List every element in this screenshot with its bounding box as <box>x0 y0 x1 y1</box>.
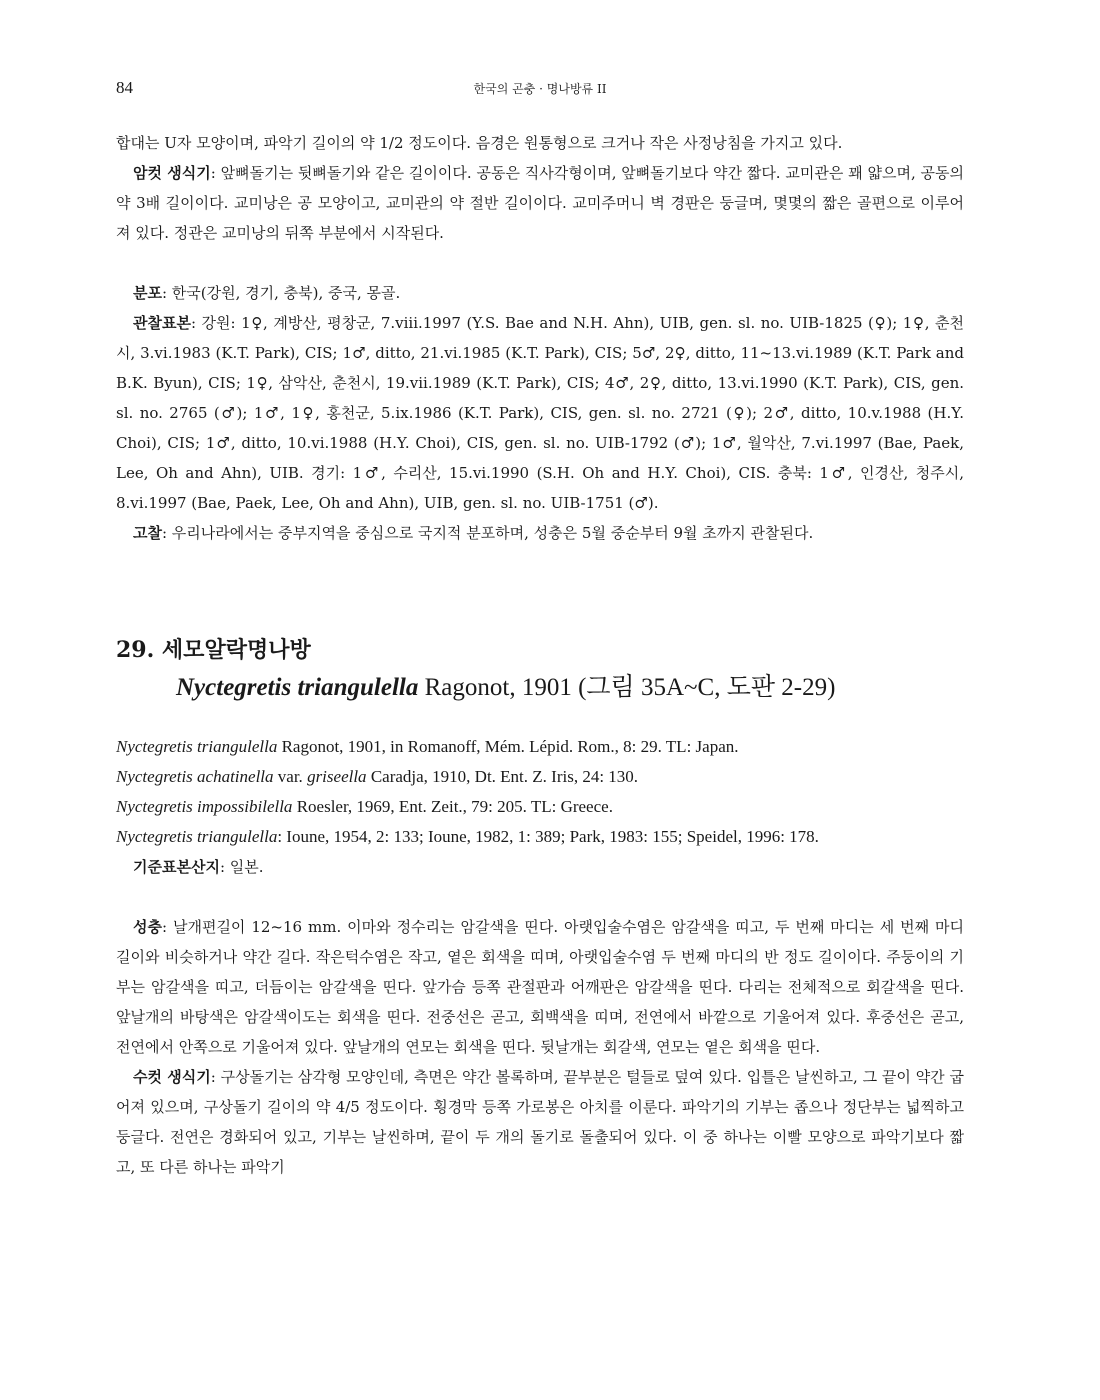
synonym-item <box>116 822 964 852</box>
male-genitalia-paragraph <box>116 1062 964 1182</box>
female-genitalia-paragraph <box>116 158 964 248</box>
adult-paragraph <box>116 912 964 1062</box>
page-number: 84 <box>116 78 133 97</box>
synonym-rank: var. <box>273 767 308 786</box>
synonym-infraspecific-name: griseella <box>307 767 367 786</box>
remarks-text: : 우리나라에서는 중부지역을 중심으로 국지적 분포하며, 성충은 5월 중순부터 9월 초까지 관찰된다. <box>161 524 814 542</box>
running-title: 한국의 곤충 · 명나방류 II <box>473 82 607 96</box>
distribution-label: 분포 <box>133 284 162 302</box>
synonym-citation: : Ioune, 1954, 2: 133; Ioune, 1982, 1: 389; Park, 1983: 155; Speidel, 1996: 178. <box>277 827 819 846</box>
female-genitalia-text: : 앞뼈돌기는 뒷뼈돌기와 같은 길이이다. 공동은 직사각형이며, 앞뼈돌기보다 약간 짧다. 교미관은 꽤 얇으며, 공동의 약 3배 길이이다. 교미낭은 공 모양이고, 교미관의 약 절반 길이이다. 교미주머니 벽 경판은 둥글며, 몇몇의 짧은 골편으로 이루어져 있다. 정관은 교미낭의 뒤쪽 부분에서 시작된다. <box>116 164 964 242</box>
page-header <box>116 78 964 102</box>
species-binomial: Nyctegretis triangulella <box>176 674 419 701</box>
adult-text: : 날개편길이 12~16 mm. 이마와 정수리는 암갈색을 띤다. 아랫입술수염은 암갈색을 띠고, 두 번째 마디는 세 번째 마디 길이와 비슷하거나 약간 길다. 작은턱수염은 작고, 옅은 회색을 띠며, 아랫입술수염 두 번째 마디의 반 정도 길이이다. 주둥이의 기부는 암갈색을 띠고, 더듬이는 암갈색을 띤다. 앞가슴 등쪽 관절판과 어깨판은 암갈색을 띤다. 다리는 전체적으로 회갈색을 띤다. 앞날개의 바탕색은 암갈색이도는 회색을 띤다. 전중선은 곧고, 회백색을 띠며, 전연에서 바깥으로 기울어져 있다. 후중선은 곧고, 전연에서 안쪽으로 기울어져 있다. 앞날개의 연모는 회색을 띤다. 뒷날개는 회갈색, 연모는 옅은 회색을 띤다. <box>116 918 964 1056</box>
synonym-citation: Caradja, 1910, Dt. Ent. Z. Iris, 24: 130. <box>366 767 639 786</box>
synonym-list <box>116 732 964 852</box>
species-number-korean-name: 29. 세모알락명나방 <box>116 637 311 663</box>
paragraph-continued: 합대는 U자 모양이며, 파악기 길이의 약 1/2 정도이다. 음경은 원통형으로 크거나 작은 사정낭침을 가지고 있다. <box>116 134 843 152</box>
synonym-name: Nyctegretis triangulella <box>116 737 278 756</box>
synonym-name: Nyctegretis impossibilella <box>116 797 293 816</box>
species-heading <box>116 632 964 708</box>
synonym-name: Nyctegretis achatinella <box>116 767 274 786</box>
remarks-label: 고찰 <box>133 524 162 542</box>
specimens-paragraph <box>116 308 964 518</box>
synonym-item <box>116 792 964 822</box>
type-locality-paragraph <box>116 852 964 882</box>
male-genitalia-text: : 구상돌기는 삼각형 모양인데, 측면은 약간 볼록하며, 끝부분은 털들로 덮여 있다. 입틀은 날씬하고, 그 끝이 약간 굽어져 있으며, 구상돌기 길이의 약 4/5 정도이다. 횡경막 등쪽 가로봉은 아치를 이룬다. 파악기의 기부는 좁으나 정단부는 넓찍하고 둥글다. 전연은 경화되어 있고, 기부는 날씬하며, 끝이 두 개의 돌기로 돌출되어 있다. 이 중 하나는 이빨 모양으로 파악기보다 짧고, 또 다른 하나는 파악기 <box>116 1068 964 1176</box>
body-text <box>116 128 964 1182</box>
female-genitalia-label: 암컷 생식기 <box>133 164 211 182</box>
synonym-citation: Ragonot, 1901, in Romanoff, Mém. Lépid. Rom., 8: 29. TL: Japan. <box>277 737 739 756</box>
synonym-name: Nyctegretis triangulella <box>116 827 278 846</box>
type-locality-label: 기준표본산지 <box>133 858 220 876</box>
type-locality-text: : 일본. <box>219 858 264 876</box>
species-author-figure: Ragonot, 1901 (그림 35A~C, 도판 2-29) <box>418 674 836 701</box>
specimens-text: : 강원: 1♀, 계방산, 평창군, 7.viii.1997 (Y.S. Bae and N.H. Ahn), UIB, gen. sl. no. UIB-1825 (♀); 1♀, 춘천시, 3.vi.1983 (K.T. Park), CIS; 1♂, ditto, 21.vi.1985 (K.T. Park), CIS; 5♂, 2♀, ditto, 11~13.vi.1989 (K.T. Park and B.K. Byun), CIS; 1♀, 삼악산, 춘천시, 19.vii.1989 (K.T. Park), CIS; 4♂, 2♀, ditto, 13.vi.1990 (K.T. Park), CIS, gen. sl. no. 2765 (♂); 1♂, 1♀, 홍천군, 5.ix.1986 (K.T. Park), CIS, gen. sl. no. 2721 (♀); 2♂, ditto, 10.v.1988 (H.Y. Choi), CIS; 1♂, ditto, 10.vi.1988 (H.Y. Choi), CIS, gen. sl. no. UIB-1792 (♂); 1♂, 월악산, 7.vi.1997 (Bae, Paek, Lee, Oh and Ahn), UIB. 경기: 1♂, 수리산, 15.vi.1990 (S.H. Oh and H.Y. Choi), CIS. 충북: 1♂, 인경산, 청주시, 8.vi.1997 (Bae, Paek, Lee, Oh and Ahn), UIB, gen. sl. no. UIB-1751 (♂). <box>116 314 964 512</box>
synonym-item <box>116 762 964 792</box>
adult-label: 성충 <box>133 918 162 936</box>
specimens-label: 관찰표본 <box>133 314 191 332</box>
synonym-citation: Roesler, 1969, Ent. Zeit., 79: 205. TL: Greece. <box>292 797 613 816</box>
male-genitalia-label: 수컷 생식기 <box>133 1068 211 1086</box>
distribution-text: : 한국(강원, 경기, 충북), 중국, 몽골. <box>161 284 401 302</box>
remarks-paragraph <box>116 518 964 548</box>
species-scientific-name <box>116 668 964 708</box>
distribution-paragraph <box>116 278 964 308</box>
synonym-item <box>116 732 964 762</box>
